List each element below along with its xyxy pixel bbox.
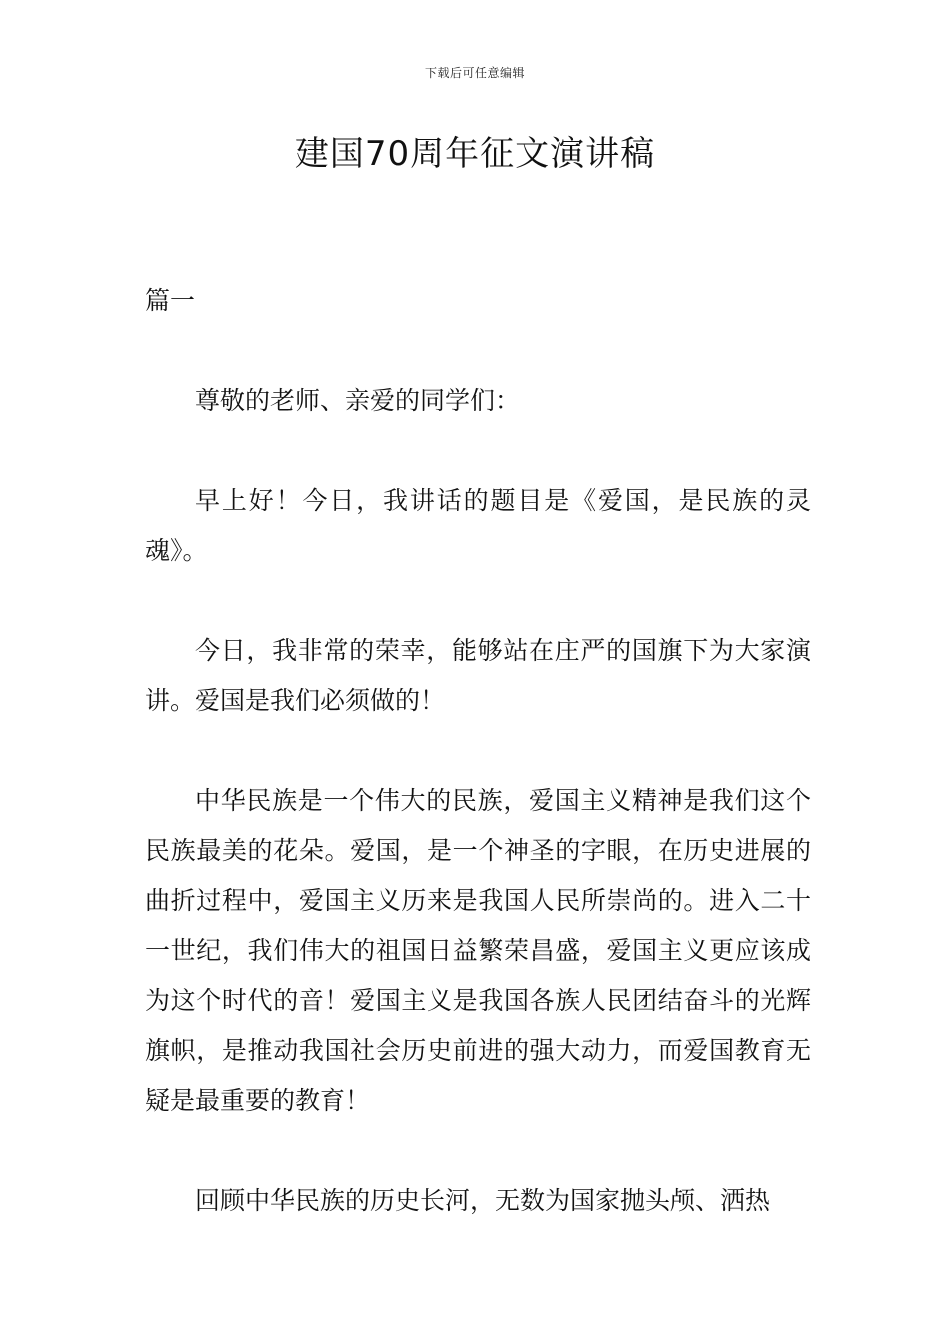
paragraph-intro: 今日，我非常的荣幸，能够站在庄严的国旗下为大家演讲。爱国是我们必须做的！ [145, 636, 811, 715]
header-note: 下载后可任意编辑 [424, 66, 525, 80]
document-body [145, 276, 811, 1276]
document-title: 建国70周年征文演讲稿 [294, 134, 656, 174]
paragraph-main: 中华民族是一个伟大的民族，爱国主义精神是我们这个民族最美的花朵。爱国，是一个神圣的字眼，在历史进展的曲折过程中，爱国主义历来是我国人民所崇尚的。进入二十一世纪，我们伟大的祖国日益繁荣昌盛，爱国主义更应该成为这个时代的音！爱国主义是我国各族人民团结奋斗的光辉旗帜，是推动我国社会历史前进的强大动力，而爱国教育无疑是最重要的教育！ [145, 786, 811, 1115]
section-label: 篇一 [145, 286, 196, 315]
paragraph-greeting: 早上好！今日，我讲话的题目是《爱国，是民族的灵魂》。 [145, 486, 811, 565]
paragraph-salutation: 尊敬的老师、亲爱的同学们： [195, 386, 521, 415]
paragraph-history: 回顾中华民族的历史长河，无数为国家抛头颅、洒热 [195, 1186, 771, 1215]
